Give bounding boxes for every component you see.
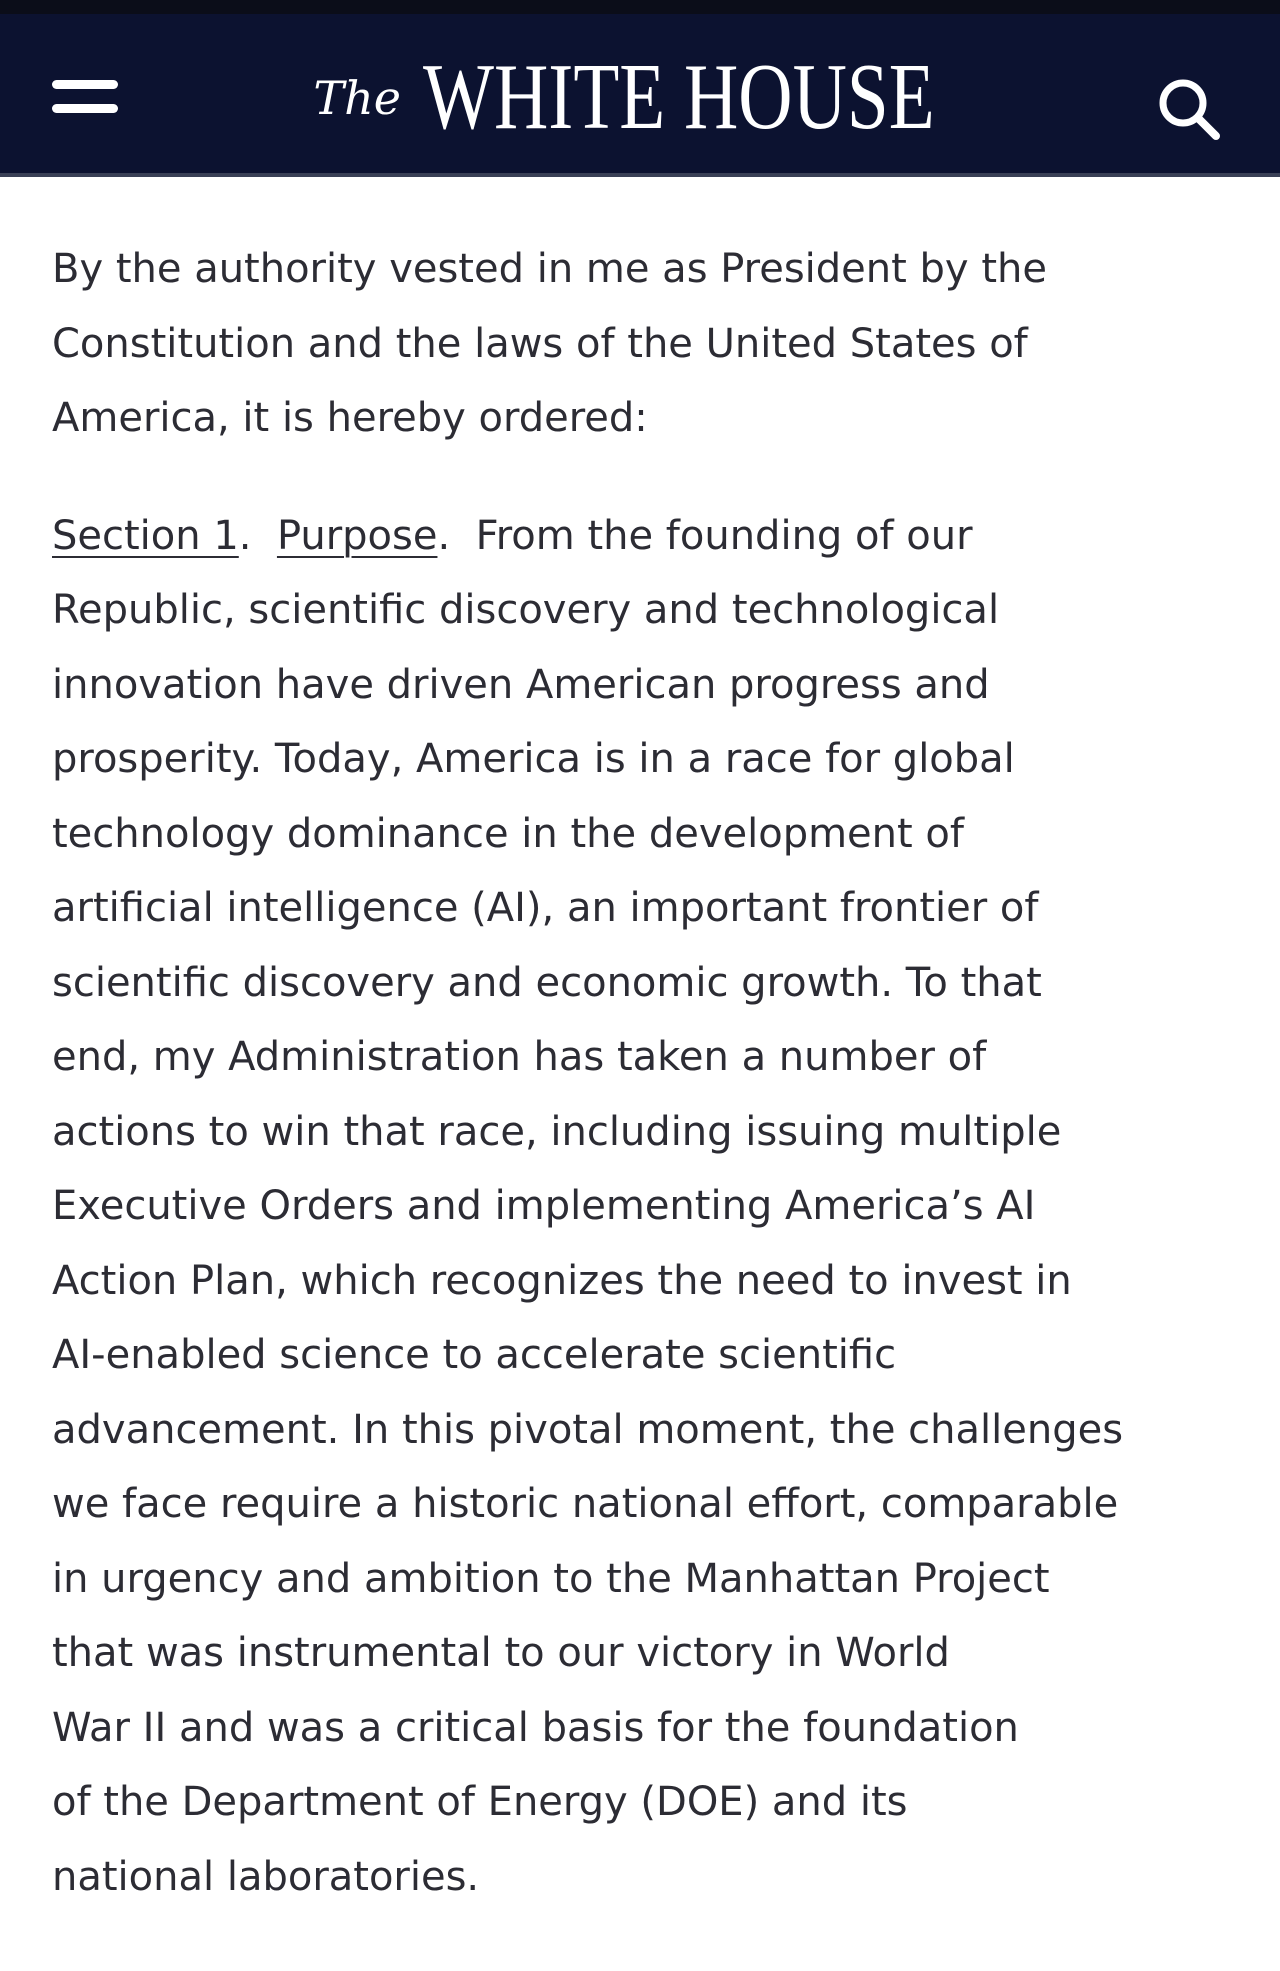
logo-prefix: The [313, 71, 401, 125]
executive-order-text [52, 232, 1252, 1914]
section-line: of the Department of Energy (DOE) and its [52, 1779, 908, 1825]
site-header [0, 14, 1280, 177]
section-line: War II and was a critical basis for the foundation [52, 1704, 1019, 1751]
section-first-line [52, 499, 1252, 574]
section-line: AI-enabled science to accelerate scientific [52, 1332, 897, 1378]
section-line: advancement. In this pivotal moment, the challenges [52, 1406, 1124, 1453]
section-line: innovation have driven American progress and [52, 661, 990, 708]
intro-line: By the authority vested in me as President by the [52, 246, 1047, 292]
section-line: actions to win that race, including issuing multiple [52, 1108, 1062, 1155]
search-icon[interactable] [1154, 74, 1224, 144]
section-line: prosperity. Today, America is in a race for global [52, 736, 1015, 782]
section-line: scientific discovery and economic growth. To that [52, 959, 1042, 1006]
section-line: we face require a historic national effort, comparable [52, 1481, 1119, 1527]
section-line: that was instrumental to our victory in World [52, 1630, 950, 1676]
status-bar-strip [0, 0, 1280, 14]
section-label: Section 1 [52, 512, 239, 559]
intro-line: America, it is hereby ordered: [52, 395, 648, 441]
site-logo[interactable] [0, 45, 1280, 149]
section-line: in urgency and ambition to the Manhattan Project [52, 1555, 1050, 1602]
search-icon-graphic [1154, 74, 1224, 144]
section-line: Executive Orders and implementing America’s AI [52, 1183, 1036, 1229]
section-1-paragraph [52, 499, 1252, 1915]
section-line: national laboratories. [52, 1853, 480, 1900]
section-line: technology dominance in the development of [52, 810, 964, 857]
section-line: Action Plan, which recognizes the need to invest in [52, 1257, 1072, 1304]
section-line: artificial intelligence (AI), an important frontier of [52, 885, 1039, 931]
section-title-after: . [437, 512, 476, 559]
intro-line: Constitution and the laws of the United States of [52, 320, 1028, 367]
section-first-line-text: From the founding of our [475, 512, 973, 559]
logo-name: WHITE HOUSE [422, 45, 935, 149]
section-line: end, my Administration has taken a number of [52, 1034, 987, 1080]
section-line: Republic, scientific discovery and technological [52, 587, 1000, 633]
section-separator: . [238, 512, 277, 559]
section-title: Purpose [276, 512, 438, 559]
intro-paragraph [52, 232, 1252, 456]
